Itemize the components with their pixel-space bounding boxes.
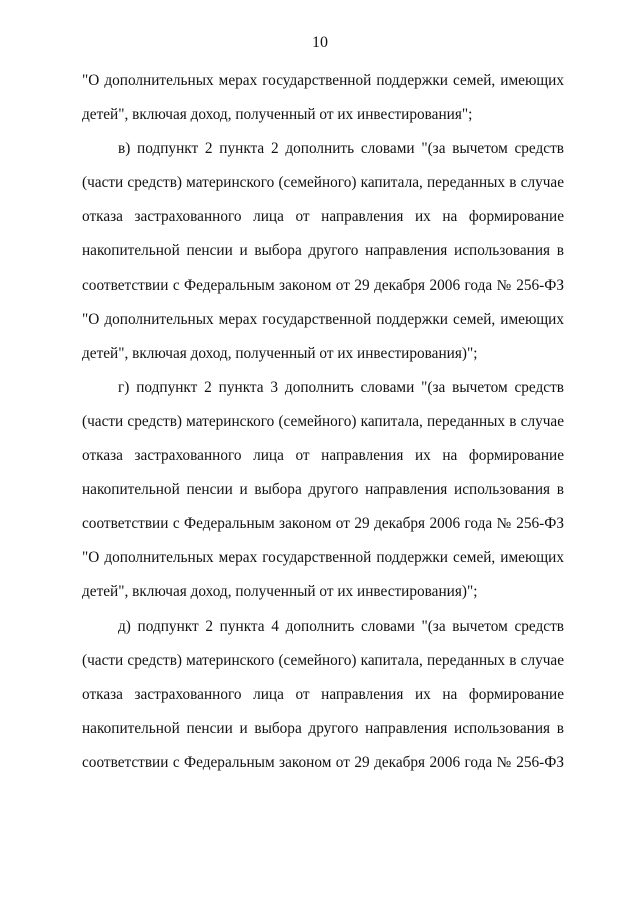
text-line: (части средств) материнского (семейного) капитала, переданных в случае [82,412,564,430]
text-line: отказа застрахованного лица от направления их на формирование [82,208,564,226]
text-line: отказа застрахованного лица от направления их на формирование [82,447,564,465]
text-line: накопительной пенсии и выбора другого направления использования в [82,481,564,499]
text-line: в) подпункт 2 пункта 2 дополнить словами "(за вычетом средств [118,140,564,158]
text-line: отказа застрахованного лица от направления их на формирование [82,685,564,703]
text-line: детей", включая доход, полученный от их инвестирования"; [82,106,473,124]
text-line: д) подпункт 2 пункта 4 дополнить словами "(за вычетом средств [118,617,564,635]
document-body [82,69,564,785]
text-line: детей", включая доход, полученный от их инвестирования)"; [82,583,478,601]
text-line: накопительной пенсии и выбора другого направления использования в [82,242,564,260]
text-line: г) подпункт 2 пункта 3 дополнить словами "(за вычетом средств [118,378,564,396]
text-line: соответствии с Федеральным законом от 29 декабря 2006 года № 256-ФЗ [82,515,564,533]
text-line: (части средств) материнского (семейного) капитала, переданных в случае [82,174,564,192]
page-number: 10 [312,34,328,51]
text-line: соответствии с Федеральным законом от 29 декабря 2006 года № 256-ФЗ [82,753,564,771]
text-line: "О дополнительных мерах государственной поддержки семей, имеющих [82,549,564,567]
text-line: "О дополнительных мерах государственной поддержки семей, имеющих [82,72,564,89]
text-line: накопительной пенсии и выбора другого направления использования в [82,719,564,737]
text-line: "О дополнительных мерах государственной поддержки семей, имеющих [82,310,564,328]
text-line: соответствии с Федеральным законом от 29 декабря 2006 года № 256-ФЗ [82,276,564,294]
text-line: (части средств) материнского (семейного) капитала, переданных в случае [82,651,564,669]
text-line: детей", включая доход, полученный от их инвестирования)"; [82,344,478,362]
